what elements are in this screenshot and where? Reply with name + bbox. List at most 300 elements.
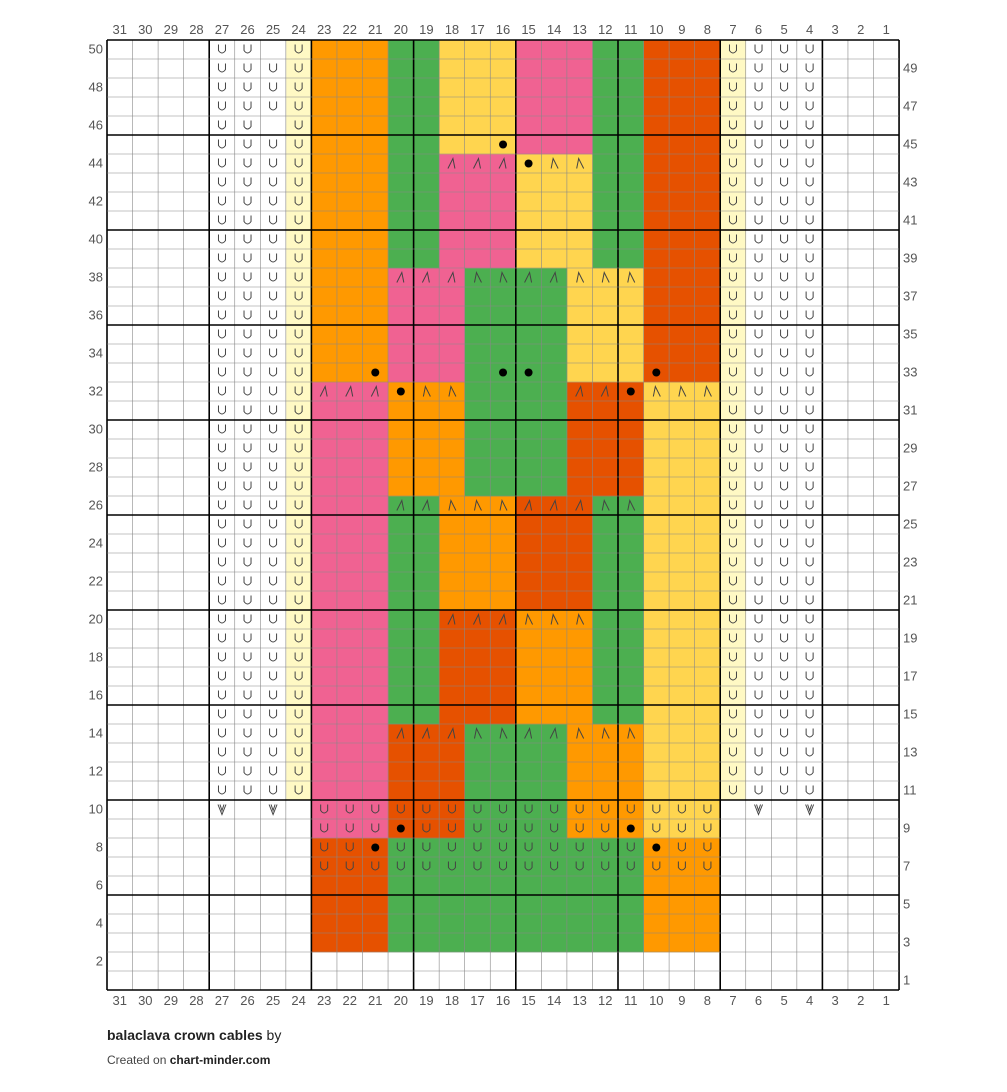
stitch-cell[interactable] [286, 116, 312, 135]
stitch-cell[interactable] [848, 477, 874, 496]
stitch-cell[interactable] [388, 705, 414, 724]
stitch-cell[interactable] [618, 420, 644, 439]
stitch-cell[interactable] [311, 876, 337, 895]
stitch-cell[interactable] [158, 97, 184, 116]
stitch-cell[interactable] [439, 230, 465, 249]
stitch-cell[interactable] [822, 876, 848, 895]
stitch-cell[interactable] [388, 800, 414, 819]
stitch-cell[interactable] [133, 591, 159, 610]
stitch-cell[interactable] [797, 629, 823, 648]
stitch-cell[interactable] [388, 287, 414, 306]
stitch-cell[interactable] [235, 192, 261, 211]
stitch-cell[interactable] [337, 78, 363, 97]
stitch-cell[interactable] [133, 268, 159, 287]
stitch-cell[interactable] [184, 534, 210, 553]
stitch-cell[interactable] [822, 895, 848, 914]
stitch-cell[interactable] [541, 914, 567, 933]
stitch-cell[interactable] [567, 800, 593, 819]
stitch-cell[interactable] [771, 686, 797, 705]
stitch-cell[interactable] [797, 287, 823, 306]
stitch-cell[interactable] [874, 154, 900, 173]
stitch-cell[interactable] [592, 743, 618, 762]
stitch-cell[interactable] [184, 952, 210, 971]
stitch-cell[interactable] [669, 135, 695, 154]
stitch-cell[interactable] [414, 135, 440, 154]
stitch-cell[interactable] [746, 515, 772, 534]
stitch-cell[interactable] [644, 230, 670, 249]
stitch-cell[interactable] [107, 344, 133, 363]
stitch-cell[interactable] [337, 838, 363, 857]
stitch-cell[interactable] [720, 648, 746, 667]
stitch-cell[interactable] [541, 211, 567, 230]
stitch-cell[interactable] [746, 230, 772, 249]
stitch-cell[interactable] [644, 534, 670, 553]
stitch-cell[interactable] [158, 458, 184, 477]
stitch-cell[interactable] [209, 78, 235, 97]
stitch-cell[interactable] [490, 914, 516, 933]
stitch-cell[interactable] [286, 477, 312, 496]
stitch-cell[interactable] [695, 211, 721, 230]
stitch-cell[interactable] [107, 40, 133, 59]
stitch-cell[interactable] [414, 705, 440, 724]
stitch-cell[interactable] [439, 40, 465, 59]
stitch-cell[interactable] [260, 667, 286, 686]
stitch-cell[interactable] [874, 572, 900, 591]
stitch-cell[interactable] [133, 648, 159, 667]
stitch-cell[interactable] [414, 230, 440, 249]
stitch-cell[interactable] [541, 306, 567, 325]
stitch-cell[interactable] [644, 781, 670, 800]
stitch-cell[interactable] [797, 458, 823, 477]
stitch-cell[interactable] [771, 173, 797, 192]
stitch-cell[interactable] [388, 553, 414, 572]
stitch-cell[interactable] [541, 59, 567, 78]
stitch-cell[interactable] [209, 306, 235, 325]
stitch-cell[interactable] [567, 420, 593, 439]
stitch-cell[interactable] [260, 477, 286, 496]
stitch-cell[interactable] [618, 78, 644, 97]
stitch-cell[interactable] [465, 610, 491, 629]
stitch-cell[interactable] [746, 705, 772, 724]
stitch-cell[interactable] [490, 59, 516, 78]
stitch-cell[interactable] [618, 325, 644, 344]
stitch-cell[interactable] [541, 40, 567, 59]
stitch-cell[interactable] [644, 591, 670, 610]
stitch-cell[interactable] [311, 325, 337, 344]
stitch-cell[interactable] [107, 268, 133, 287]
stitch-cell[interactable] [209, 724, 235, 743]
stitch-cell[interactable] [209, 933, 235, 952]
stitch-cell[interactable] [107, 78, 133, 97]
stitch-cell[interactable] [158, 420, 184, 439]
stitch-cell[interactable] [209, 553, 235, 572]
stitch-cell[interactable] [746, 287, 772, 306]
stitch-cell[interactable] [822, 154, 848, 173]
stitch-cell[interactable] [337, 59, 363, 78]
stitch-cell[interactable] [669, 78, 695, 97]
stitch-cell[interactable] [388, 667, 414, 686]
stitch-cell[interactable] [133, 515, 159, 534]
stitch-cell[interactable] [720, 420, 746, 439]
stitch-cell[interactable] [669, 230, 695, 249]
stitch-cell[interactable] [822, 325, 848, 344]
stitch-cell[interactable] [720, 933, 746, 952]
stitch-cell[interactable] [618, 477, 644, 496]
stitch-cell[interactable] [822, 781, 848, 800]
stitch-cell[interactable] [439, 591, 465, 610]
stitch-cell[interactable] [746, 610, 772, 629]
stitch-cell[interactable] [439, 724, 465, 743]
stitch-cell[interactable] [465, 135, 491, 154]
stitch-cell[interactable] [874, 876, 900, 895]
stitch-cell[interactable] [107, 743, 133, 762]
stitch-cell[interactable] [465, 971, 491, 990]
stitch-cell[interactable] [516, 344, 542, 363]
stitch-cell[interactable] [541, 800, 567, 819]
stitch-cell[interactable] [311, 420, 337, 439]
stitch-cell[interactable] [337, 534, 363, 553]
stitch-cell[interactable] [695, 971, 721, 990]
stitch-cell[interactable] [822, 40, 848, 59]
stitch-cell[interactable] [695, 686, 721, 705]
stitch-cell[interactable] [516, 629, 542, 648]
stitch-cell[interactable] [874, 40, 900, 59]
stitch-cell[interactable] [669, 458, 695, 477]
stitch-cell[interactable] [644, 667, 670, 686]
stitch-cell[interactable] [311, 192, 337, 211]
stitch-cell[interactable] [669, 572, 695, 591]
stitch-cell[interactable] [567, 933, 593, 952]
stitch-cell[interactable] [133, 230, 159, 249]
stitch-cell[interactable] [414, 762, 440, 781]
stitch-cell[interactable] [465, 572, 491, 591]
stitch-cell[interactable] [311, 382, 337, 401]
stitch-cell[interactable] [516, 78, 542, 97]
stitch-cell[interactable] [235, 325, 261, 344]
stitch-cell[interactable] [260, 534, 286, 553]
stitch-cell[interactable] [363, 135, 389, 154]
stitch-cell[interactable] [822, 952, 848, 971]
stitch-cell[interactable] [848, 553, 874, 572]
stitch-cell[interactable] [669, 781, 695, 800]
stitch-cell[interactable] [516, 857, 542, 876]
stitch-cell[interactable] [771, 933, 797, 952]
stitch-cell[interactable] [490, 534, 516, 553]
stitch-cell[interactable] [235, 933, 261, 952]
stitch-cell[interactable] [797, 401, 823, 420]
stitch-cell[interactable] [363, 534, 389, 553]
stitch-cell[interactable] [720, 838, 746, 857]
stitch-cell[interactable] [337, 306, 363, 325]
stitch-cell[interactable] [746, 686, 772, 705]
stitch-cell[interactable] [592, 876, 618, 895]
stitch-cell[interactable] [695, 496, 721, 515]
stitch-cell[interactable] [184, 116, 210, 135]
stitch-cell[interactable] [541, 610, 567, 629]
stitch-cell[interactable] [669, 591, 695, 610]
stitch-cell[interactable] [260, 705, 286, 724]
stitch-cell[interactable] [465, 59, 491, 78]
stitch-cell[interactable] [516, 933, 542, 952]
stitch-cell[interactable] [337, 249, 363, 268]
stitch-cell[interactable] [822, 496, 848, 515]
stitch-cell[interactable] [158, 572, 184, 591]
stitch-cell[interactable] [363, 116, 389, 135]
stitch-cell[interactable] [771, 59, 797, 78]
stitch-cell[interactable] [516, 439, 542, 458]
stitch-cell[interactable] [337, 857, 363, 876]
stitch-cell[interactable] [363, 572, 389, 591]
stitch-cell[interactable] [797, 211, 823, 230]
stitch-cell[interactable] [133, 401, 159, 420]
stitch-cell[interactable] [184, 439, 210, 458]
stitch-cell[interactable] [133, 192, 159, 211]
stitch-cell[interactable] [541, 382, 567, 401]
stitch-cell[interactable] [107, 420, 133, 439]
stitch-cell[interactable] [720, 382, 746, 401]
stitch-cell[interactable] [541, 648, 567, 667]
stitch-cell[interactable] [158, 287, 184, 306]
stitch-cell[interactable] [286, 591, 312, 610]
stitch-cell[interactable] [439, 287, 465, 306]
stitch-cell[interactable] [133, 534, 159, 553]
stitch-cell[interactable] [337, 705, 363, 724]
stitch-cell[interactable] [644, 211, 670, 230]
stitch-cell[interactable] [133, 572, 159, 591]
stitch-cell[interactable] [439, 420, 465, 439]
stitch-cell[interactable] [414, 154, 440, 173]
stitch-cell[interactable] [311, 116, 337, 135]
stitch-cell[interactable] [644, 420, 670, 439]
stitch-cell[interactable] [133, 838, 159, 857]
stitch-cell[interactable] [516, 705, 542, 724]
stitch-cell[interactable] [695, 192, 721, 211]
stitch-cell[interactable] [516, 420, 542, 439]
stitch-cell[interactable] [516, 249, 542, 268]
stitch-cell[interactable] [644, 458, 670, 477]
stitch-cell[interactable] [235, 116, 261, 135]
stitch-cell[interactable] [669, 306, 695, 325]
stitch-cell[interactable] [516, 952, 542, 971]
stitch-cell[interactable] [363, 192, 389, 211]
stitch-cell[interactable] [644, 97, 670, 116]
stitch-cell[interactable] [746, 762, 772, 781]
stitch-cell[interactable] [260, 743, 286, 762]
stitch-cell[interactable] [848, 724, 874, 743]
stitch-cell[interactable] [567, 648, 593, 667]
stitch-cell[interactable] [311, 553, 337, 572]
stitch-cell[interactable] [107, 838, 133, 857]
stitch-cell[interactable] [490, 325, 516, 344]
stitch-cell[interactable] [644, 135, 670, 154]
stitch-cell[interactable] [337, 762, 363, 781]
stitch-cell[interactable] [695, 781, 721, 800]
stitch-cell[interactable] [874, 420, 900, 439]
stitch-cell[interactable] [771, 667, 797, 686]
stitch-cell[interactable] [822, 97, 848, 116]
stitch-cell[interactable] [235, 515, 261, 534]
stitch-cell[interactable] [260, 173, 286, 192]
stitch-cell[interactable] [490, 705, 516, 724]
stitch-cell[interactable] [592, 515, 618, 534]
stitch-cell[interactable] [874, 762, 900, 781]
stitch-cell[interactable] [822, 914, 848, 933]
stitch-cell[interactable] [771, 344, 797, 363]
stitch-cell[interactable] [822, 363, 848, 382]
stitch-cell[interactable] [414, 420, 440, 439]
stitch-cell[interactable] [337, 192, 363, 211]
stitch-cell[interactable] [720, 135, 746, 154]
stitch-cell[interactable] [133, 952, 159, 971]
stitch-cell[interactable] [567, 914, 593, 933]
stitch-cell[interactable] [260, 857, 286, 876]
stitch-cell[interactable] [720, 78, 746, 97]
stitch-cell[interactable] [746, 933, 772, 952]
stitch-cell[interactable] [618, 781, 644, 800]
stitch-cell[interactable] [107, 306, 133, 325]
stitch-cell[interactable] [311, 306, 337, 325]
stitch-cell[interactable] [158, 116, 184, 135]
stitch-cell[interactable] [414, 496, 440, 515]
stitch-cell[interactable] [541, 895, 567, 914]
stitch-cell[interactable] [592, 249, 618, 268]
stitch-cell[interactable] [414, 268, 440, 287]
stitch-cell[interactable] [439, 743, 465, 762]
stitch-cell[interactable] [388, 781, 414, 800]
stitch-cell[interactable] [311, 591, 337, 610]
stitch-cell[interactable] [695, 610, 721, 629]
stitch-cell[interactable] [874, 952, 900, 971]
stitch-cell[interactable] [797, 249, 823, 268]
stitch-cell[interactable] [720, 800, 746, 819]
stitch-cell[interactable] [541, 401, 567, 420]
stitch-cell[interactable] [490, 648, 516, 667]
stitch-cell[interactable] [822, 135, 848, 154]
stitch-cell[interactable] [874, 724, 900, 743]
stitch-cell[interactable] [797, 420, 823, 439]
stitch-cell[interactable] [848, 78, 874, 97]
stitch-cell[interactable] [286, 230, 312, 249]
stitch-cell[interactable] [286, 40, 312, 59]
stitch-cell[interactable] [439, 819, 465, 838]
stitch-cell[interactable] [439, 648, 465, 667]
stitch-cell[interactable] [235, 496, 261, 515]
stitch-cell[interactable] [771, 838, 797, 857]
stitch-cell[interactable] [771, 97, 797, 116]
stitch-cell[interactable] [874, 686, 900, 705]
stitch-cell[interactable] [184, 629, 210, 648]
stitch-cell[interactable] [567, 857, 593, 876]
stitch-cell[interactable] [490, 458, 516, 477]
stitch-cell[interactable] [644, 382, 670, 401]
stitch-cell[interactable] [363, 857, 389, 876]
stitch-cell[interactable] [286, 914, 312, 933]
stitch-cell[interactable] [414, 249, 440, 268]
stitch-cell[interactable] [133, 78, 159, 97]
stitch-cell[interactable] [541, 553, 567, 572]
stitch-cell[interactable] [363, 97, 389, 116]
stitch-cell[interactable] [414, 629, 440, 648]
stitch-cell[interactable] [133, 439, 159, 458]
stitch-cell[interactable] [158, 914, 184, 933]
stitch-cell[interactable] [388, 230, 414, 249]
stitch-cell[interactable] [363, 268, 389, 287]
stitch-cell[interactable] [720, 895, 746, 914]
stitch-cell[interactable] [209, 363, 235, 382]
stitch-cell[interactable] [848, 154, 874, 173]
stitch-cell[interactable] [490, 249, 516, 268]
stitch-cell[interactable] [746, 154, 772, 173]
stitch-cell[interactable] [465, 743, 491, 762]
stitch-cell[interactable] [209, 648, 235, 667]
stitch-cell[interactable] [439, 895, 465, 914]
stitch-cell[interactable] [388, 838, 414, 857]
stitch-cell[interactable] [822, 439, 848, 458]
stitch-cell[interactable] [439, 154, 465, 173]
stitch-cell[interactable] [260, 762, 286, 781]
stitch-cell[interactable] [388, 211, 414, 230]
stitch-cell[interactable] [363, 59, 389, 78]
stitch-cell[interactable] [874, 439, 900, 458]
stitch-cell[interactable] [465, 667, 491, 686]
stitch-cell[interactable] [260, 230, 286, 249]
stitch-cell[interactable] [720, 971, 746, 990]
stitch-cell[interactable] [414, 857, 440, 876]
stitch-cell[interactable] [209, 819, 235, 838]
stitch-cell[interactable] [133, 40, 159, 59]
stitch-cell[interactable] [311, 781, 337, 800]
stitch-cell[interactable] [490, 553, 516, 572]
stitch-cell[interactable] [184, 496, 210, 515]
stitch-cell[interactable] [848, 705, 874, 724]
stitch-cell[interactable] [363, 306, 389, 325]
stitch-cell[interactable] [695, 591, 721, 610]
stitch-cell[interactable] [337, 268, 363, 287]
stitch-cell[interactable] [874, 116, 900, 135]
stitch-cell[interactable] [363, 819, 389, 838]
stitch-cell[interactable] [771, 363, 797, 382]
stitch-cell[interactable] [286, 572, 312, 591]
stitch-cell[interactable] [567, 363, 593, 382]
stitch-cell[interactable] [771, 952, 797, 971]
stitch-cell[interactable] [337, 382, 363, 401]
stitch-cell[interactable] [235, 249, 261, 268]
stitch-cell[interactable] [746, 401, 772, 420]
stitch-cell[interactable] [490, 971, 516, 990]
stitch-cell[interactable] [822, 458, 848, 477]
stitch-cell[interactable] [797, 268, 823, 287]
stitch-cell[interactable] [363, 648, 389, 667]
stitch-cell[interactable] [388, 116, 414, 135]
stitch-cell[interactable] [388, 420, 414, 439]
stitch-cell[interactable] [644, 572, 670, 591]
stitch-cell[interactable] [822, 724, 848, 743]
stitch-cell[interactable] [746, 496, 772, 515]
stitch-cell[interactable] [490, 154, 516, 173]
stitch-cell[interactable] [874, 458, 900, 477]
stitch-cell[interactable] [363, 439, 389, 458]
stitch-cell[interactable] [822, 420, 848, 439]
stitch-cell[interactable] [235, 59, 261, 78]
stitch-cell[interactable] [158, 439, 184, 458]
stitch-cell[interactable] [644, 933, 670, 952]
stitch-cell[interactable] [848, 173, 874, 192]
stitch-cell[interactable] [235, 838, 261, 857]
stitch-cell[interactable] [209, 116, 235, 135]
stitch-cell[interactable] [848, 135, 874, 154]
stitch-cell[interactable] [695, 819, 721, 838]
stitch-cell[interactable] [822, 534, 848, 553]
